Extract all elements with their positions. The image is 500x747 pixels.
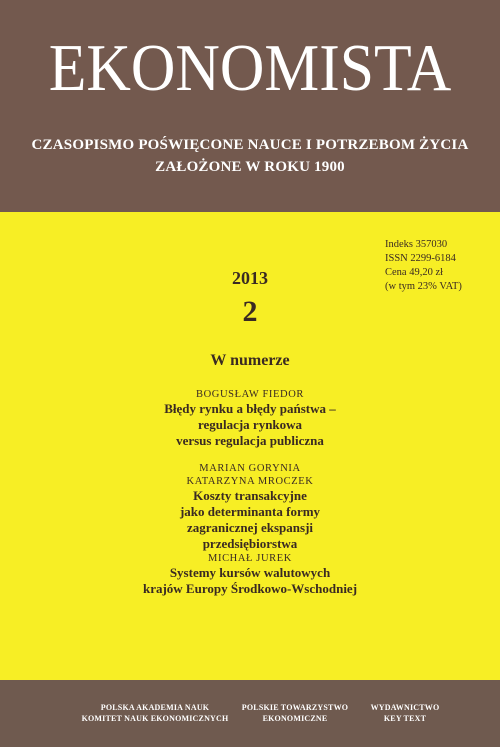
article-title-line: Koszty transakcyjne <box>193 488 307 503</box>
article-author: MARIAN GORYNIA <box>199 463 301 474</box>
issue-year: 2013 <box>232 268 268 288</box>
article-title-line: krajów Europy Środkowo-Wschodniej <box>142 581 358 596</box>
article-author: BOGUSŁAW FIEDOR <box>195 389 304 400</box>
article-title-line: zagranicznej ekspansji <box>186 520 314 535</box>
article-title-line: versus regulacja publiczna <box>176 433 324 448</box>
index-number: Indeks 357030 <box>385 239 448 250</box>
article-3 <box>0 552 500 597</box>
journal-subtitle: CZASOPISMO POŚWIĘCONE NAUCE I POTRZEBOM ŻYCIA <box>31 137 469 153</box>
cover-body <box>0 212 500 680</box>
cover-footer <box>0 680 500 747</box>
article-title-line: regulacja rynkowa <box>197 417 303 432</box>
publisher-keytext <box>350 702 460 724</box>
founding-year-line: ZAŁOŻONE W ROKU 1900 <box>155 159 345 175</box>
publisher-line: KOMITET NAUK EKONOMICZNYCH <box>81 714 229 723</box>
article-title-line: jako determinanta formy <box>179 504 321 519</box>
publisher-pan <box>70 702 240 724</box>
publisher-line: WYDAWNICTWO <box>370 703 440 712</box>
journal-title: EKONOMISTA <box>48 31 452 105</box>
article-author: KATARZYNA MROCZEK <box>186 476 314 487</box>
vat-note: (w tym 23% VAT) <box>385 281 462 292</box>
article-author: MICHAŁ JUREK <box>208 553 292 564</box>
article-title-line: przedsiębiorstwa <box>202 536 298 551</box>
article-title-line: Błędy rynku a błędy państwa – <box>164 401 336 416</box>
publisher-line: POLSKIE TOWARZYSTWO <box>241 703 349 712</box>
issn-number: ISSN 2299-6184 <box>385 253 456 264</box>
publisher-line: POLSKA AKADEMIA NAUK <box>100 703 210 712</box>
publisher-pte <box>235 702 355 724</box>
price-label: Cena 49,20 zł <box>385 267 444 278</box>
cover-header <box>0 0 500 212</box>
article-1 <box>0 388 500 449</box>
issue-number: 2 <box>242 295 258 328</box>
contents-heading: W numerze <box>210 352 290 369</box>
article-title-line: Systemy kursów walutowych <box>169 565 331 580</box>
publisher-line: KEY TEXT <box>383 714 427 723</box>
article-2 <box>0 462 500 552</box>
publisher-line: EKONOMICZNE <box>262 714 328 723</box>
